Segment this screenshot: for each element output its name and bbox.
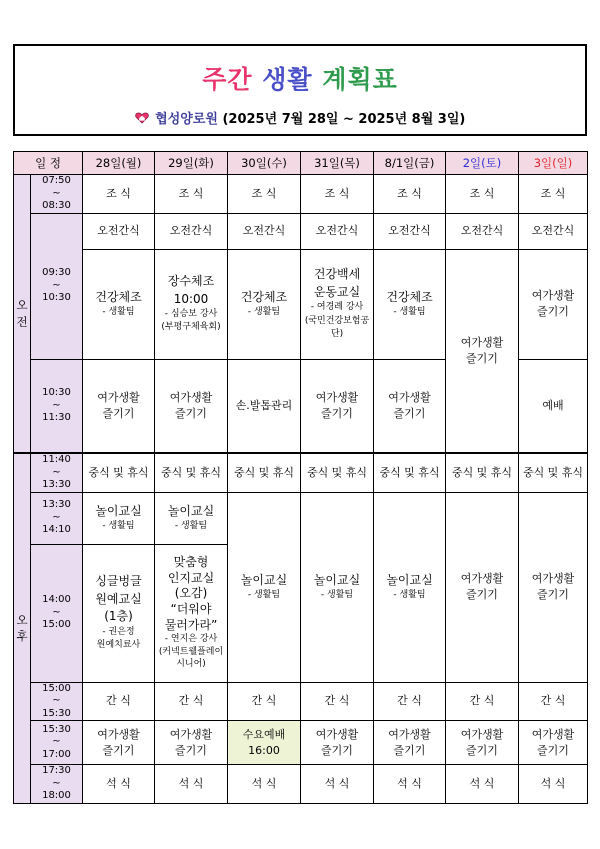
meal-cell: 석 식 <box>155 765 228 804</box>
time-slot: 13:30 ~ 14:10 <box>31 492 83 544</box>
activity-title: 놀이교실 <box>240 572 288 587</box>
activity-cell: 여가생활 즐기기 <box>155 359 228 453</box>
snack-cell: 오전간식 <box>446 213 519 249</box>
header-day-wed: 30일(수) <box>228 152 301 175</box>
activity-cell <box>374 492 446 682</box>
activity-cell: 여가생활 즐기기 <box>301 359 374 453</box>
time-slot: 14:00 ~ 15:00 <box>31 544 83 682</box>
snack-cell: 간 식 <box>446 682 519 721</box>
page-title <box>15 60 585 96</box>
meal-cell: 조 식 <box>519 175 588 214</box>
activity-note: - 생활팀 <box>102 520 135 531</box>
header-day-fri: 8/1일(금) <box>374 152 446 175</box>
activity-cell <box>155 544 228 682</box>
activity-cell: 여가생활 즐기기 <box>374 359 446 453</box>
meal-cell: 중식 및 휴식 <box>155 453 228 492</box>
activity-title: 싱글벙글 원예교실 (1층) <box>95 574 142 624</box>
meal-cell: 조 식 <box>374 175 446 214</box>
activity-cell <box>228 492 301 682</box>
subtitle <box>15 108 585 127</box>
snack-cell: 오전간식 <box>155 213 228 249</box>
meal-cell: 조 식 <box>83 175 155 214</box>
header-schedule: 일 정 <box>14 152 83 175</box>
activity-title: 놀이교실 <box>313 572 361 587</box>
header-day-sun: 3일(일) <box>519 152 588 175</box>
snack-cell: 오전간식 <box>519 213 588 249</box>
meal-cell: 석 식 <box>228 765 301 804</box>
time-slot: 07:50 ~ 08:30 <box>31 175 83 214</box>
period: (2025년 7월 28일 ~ 2025년 8월 3일) <box>222 112 466 127</box>
meal-cell: 석 식 <box>446 765 519 804</box>
meal-cell: 석 식 <box>374 765 446 804</box>
activity-cell: 여가생활 즐기기 <box>519 721 588 765</box>
time-slot: 15:00 ~ 15:30 <box>31 682 83 721</box>
activity-cell <box>301 249 374 359</box>
activity-cell: 여가생활 즐기기 <box>301 721 374 765</box>
meal-cell: 중식 및 휴식 <box>301 453 374 492</box>
activity-cell: 여가생활 즐기기 <box>83 721 155 765</box>
heart-house-icon <box>135 112 149 124</box>
section-pm: 오 후 <box>14 453 31 803</box>
activity-cell: 여가생활 즐기기 <box>446 721 519 765</box>
activity-cell: 여가생활 즐기기 <box>519 249 588 359</box>
activity-cell <box>155 492 228 544</box>
activity-title: 놀이교실 <box>386 572 433 587</box>
activity-cell: 여가생활 즐기기 <box>446 492 519 682</box>
activity-cell <box>83 492 155 544</box>
activity-note: - 여경례 강사 (국민건강보험공단) <box>304 302 370 340</box>
snack-cell: 오전간식 <box>83 213 155 249</box>
snack-cell: 간 식 <box>228 682 301 721</box>
meal-cell: 중식 및 휴식 <box>446 453 519 492</box>
snack-cell: 간 식 <box>83 682 155 721</box>
activity-cell <box>83 249 155 359</box>
activity-note: - 생활팀 <box>320 589 354 600</box>
title-box <box>13 44 587 136</box>
activity-title: 건강체조 <box>240 289 288 304</box>
section-am: 오 전 <box>14 175 31 454</box>
worship-cell: 수요예배 16:00 <box>228 721 301 765</box>
activity-note: - 연지은 강사 (커넥트웰플레이 시니어) <box>158 634 224 670</box>
header-day-thu: 31일(목) <box>301 152 374 175</box>
activity-cell: 여가생활 즐기기 <box>519 492 588 682</box>
activity-note: - 생활팀 <box>393 589 426 600</box>
activity-note: - 심승보 강사 (부평구체육회) <box>161 308 221 333</box>
meal-cell: 조 식 <box>155 175 228 214</box>
snack-cell: 간 식 <box>155 682 228 721</box>
meal-cell: 중식 및 휴식 <box>374 453 446 492</box>
activity-cell: 여가생활 즐기기 <box>446 249 519 453</box>
schedule-table <box>13 151 588 804</box>
activity-title: 장수체조 10:00 <box>167 274 215 306</box>
title-word-weekly: 주간 <box>202 65 253 94</box>
time-slot: 09:30 ~ 10:30 <box>31 213 83 359</box>
activity-note: - 권은정 원예치료사 <box>96 626 141 651</box>
meal-cell: 석 식 <box>301 765 374 804</box>
time-slot: 15:30 ~ 17:00 <box>31 721 83 765</box>
meal-cell: 중식 및 휴식 <box>519 453 588 492</box>
activity-cell: 여가생활 즐기기 <box>374 721 446 765</box>
snack-cell: 간 식 <box>519 682 588 721</box>
activity-cell <box>374 249 446 359</box>
header-day-mon: 28일(월) <box>83 152 155 175</box>
snack-cell: 간 식 <box>301 682 374 721</box>
header-day-tue: 29일(화) <box>155 152 228 175</box>
activity-cell <box>83 544 155 682</box>
title-word-plan: 계획표 <box>322 65 398 94</box>
activity-note: - 생활팀 <box>174 520 208 531</box>
activity-title: 놀이교실 <box>95 503 142 518</box>
snack-cell: 오전간식 <box>374 213 446 249</box>
meal-cell: 중식 및 휴식 <box>83 453 155 492</box>
meal-cell: 중식 및 휴식 <box>228 453 301 492</box>
meal-cell: 석 식 <box>83 765 155 804</box>
activity-title: 건강체조 <box>95 289 142 304</box>
org-name: 협성양로원 <box>155 112 218 127</box>
activity-note: - 생활팀 <box>102 306 135 317</box>
activity-title: 건강체조 <box>386 289 433 304</box>
activity-cell <box>301 492 374 682</box>
title-word-life: 생활 <box>262 65 313 94</box>
activity-cell: 여가생활 즐기기 <box>155 721 228 765</box>
activity-title: 맞춤형 인지교실 (오감) “더워야 물러가라” <box>164 555 218 632</box>
snack-cell: 오전간식 <box>301 213 374 249</box>
meal-cell: 석 식 <box>519 765 588 804</box>
activity-cell: 여가생활 즐기기 <box>83 359 155 453</box>
activity-cell <box>155 249 228 359</box>
snack-cell: 간 식 <box>374 682 446 721</box>
meal-cell: 조 식 <box>301 175 374 214</box>
activity-cell <box>228 249 301 359</box>
header-day-sat: 2일(토) <box>446 152 519 175</box>
activity-note: - 생활팀 <box>247 306 281 317</box>
time-slot: 11:40 ~ 13:30 <box>31 453 83 492</box>
activity-note: - 생활팀 <box>247 589 281 600</box>
meal-cell: 조 식 <box>446 175 519 214</box>
activity-cell: 손.발톱관리 <box>228 359 301 453</box>
time-slot: 10:30 ~ 11:30 <box>31 359 83 453</box>
snack-cell: 오전간식 <box>228 213 301 249</box>
time-slot: 17:30 ~ 18:00 <box>31 765 83 804</box>
activity-note: - 생활팀 <box>393 306 426 317</box>
activity-cell: 예배 <box>519 359 588 453</box>
meal-cell: 조 식 <box>228 175 301 214</box>
activity-title: 건강백세 운동교실 <box>313 267 361 299</box>
activity-title: 놀이교실 <box>167 503 215 518</box>
